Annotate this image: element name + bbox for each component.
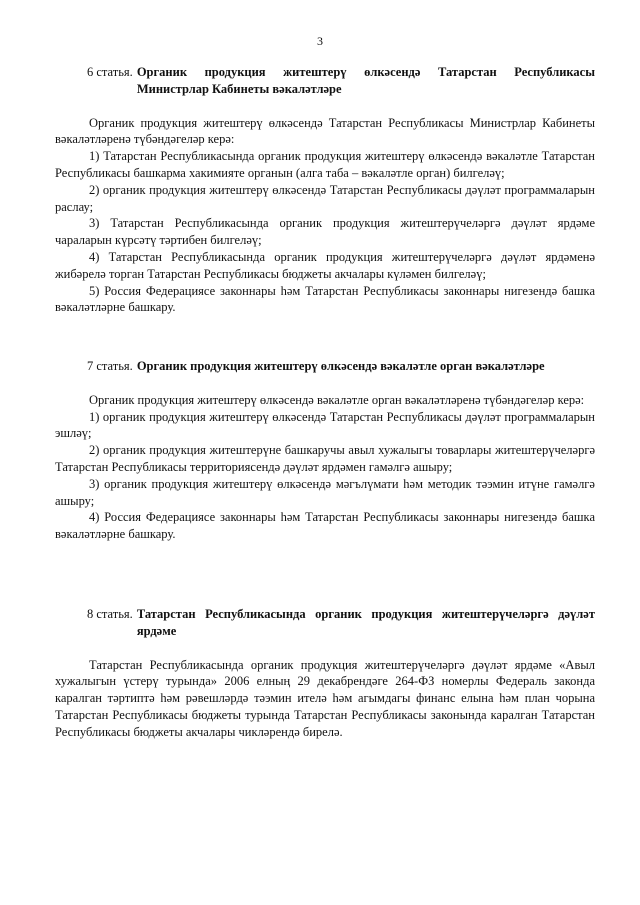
article-heading [55,606,595,640]
list-item: 5) Россия Федерациясе законнары һәм Татарстан Республикасы законнары нигезендә башка вәкаләтләрне башкару. [55,283,595,315]
article-heading [55,358,595,375]
article-title: Татарстан Республикасында органик продукция житештерүчеләргә дәүләт ярдәме [136,607,595,638]
article-7 [55,358,595,543]
article-title: Органик продукция житештерү өлкәсендә вәкаләтле орган вәкаләтләре [136,359,545,373]
article-body: Татарстан Республикасында органик продукция житештерүчеләргә дәүләт ярдәме «Авыл хужалыгын үстерү турында» 2006 елның 29 декабрендәге 264-ФЗ номерлы Федераль законда каралган тәртиптә һәм рәвешләрдә тәэмин ителә һәм агымдагы финанс елына һәм план чорына Татарстан Республикасы бюджеты турында Татарстан Республикасы законында каралган Татарстан Республикасы бюджеты акчалары чикләрендә бирелә. [55,657,595,739]
article-intro: Органик продукция житештерү өлкәсендә вәкаләтле орган вәкаләтләренә түбәндәгеләр керә: [89,392,585,407]
article-number: 8 статья. [87,607,133,621]
article-intro: Органик продукция житештерү өлкәсендә Татарстан Республикасы Министрлар Кабинеты вәкаләтләренә түбәндәгеләр керә: [55,115,595,147]
article-number: 7 статья. [87,359,133,373]
list-item: 3) Татарстан Республикасында органик продукция житештерүчеләргә дәүләт ярдәме чараларын күрсәтү тәртибен билгеләү; [55,216,595,248]
list-item: 4) Татарстан Республикасында органик продукция житештерүчеләргә дәүләт ярдәменә жибәрелә торган Татарстан Республикасы бюджеты акчалары күләмен билгеләү; [55,249,595,281]
list-item: 2) органик продукция житештерүне башкаручы авыл хужалыгы товарлары житештерүчеләргә Татарстан Республикасы территориясендә дәүләт ярдәмен гамәлгә ашыру; [55,443,595,474]
list-item: 1) Татарстан Республикасында органик продукция житештерү өлкәсендә вәкаләтле Татарстан Республикасы башкарма хакимияте органын (алга таба – вәкаләтле орган) билгеләү; [55,149,595,180]
article-6 [55,64,595,316]
list-item: 4) Россия Федерациясе законнары һәм Татарстан Республикасы законнары нигезендә башка вәкаләтләрне башкару. [55,510,595,542]
page-number: 3 [317,34,323,48]
list-item: 2) органик продукция житештерү өлкәсендә Татарстан Республикасы дәүләт программаларын раслау; [55,182,595,214]
article-title: Органик продукция житештерү өлкәсендә Татарстан Республикасы Министрлар Кабинеты вәкаләтләре [136,65,595,96]
article-number: 6 статья. [87,65,133,79]
list-item: 1) органик продукция житештерү өлкәсендә Татарстан Республикасы дәүләт программаларын эшләү; [55,409,595,441]
list-item: 3) органик продукция житештерү өлкәсендә мәгълүмати һәм методик тәэмин итүне гамәлгә ашыру; [55,476,595,508]
article-8 [55,606,595,741]
article-heading [55,64,595,98]
